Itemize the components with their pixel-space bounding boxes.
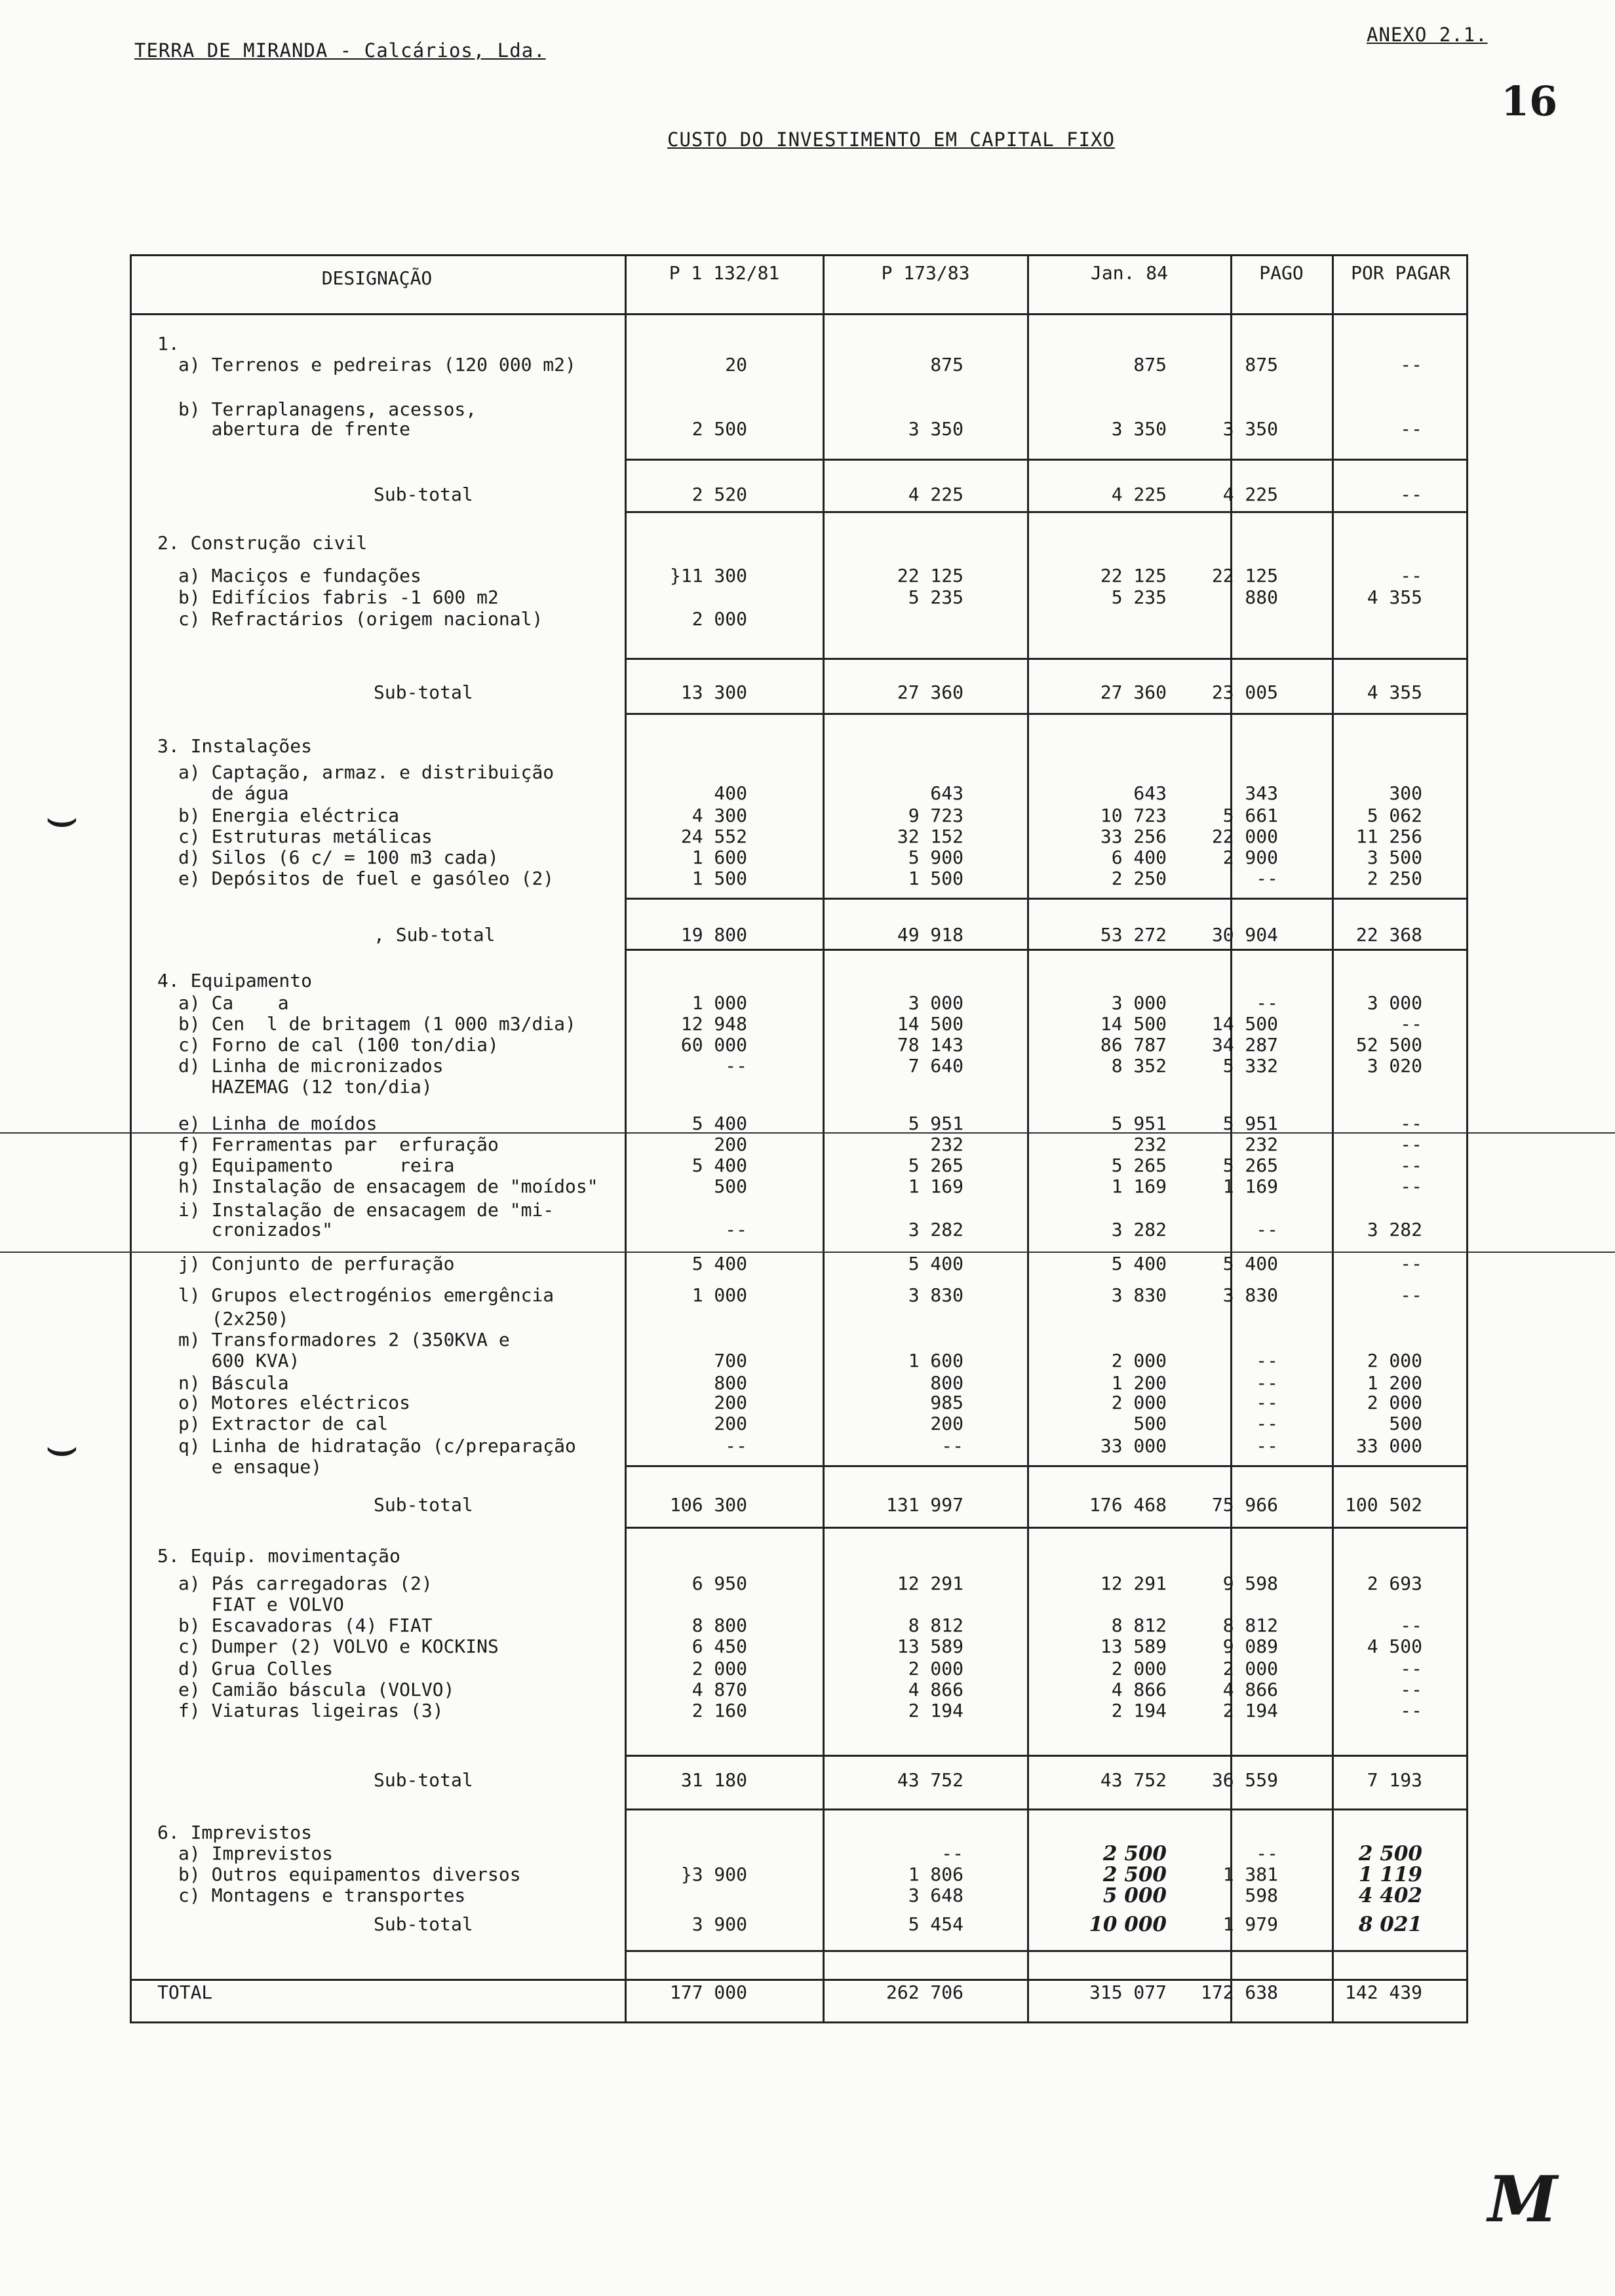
table-cell: 2 194	[908, 1700, 963, 1721]
table-cell: --	[1400, 565, 1422, 586]
table-cell: 1 600	[908, 1350, 963, 1371]
row-label: a) Imprevistos	[178, 1843, 334, 1864]
table-cell: 2 000	[1367, 1392, 1422, 1413]
table-cell: 1 119	[1358, 1863, 1422, 1886]
row-divider	[625, 1527, 1468, 1529]
table-cell: 4 402	[1358, 1884, 1422, 1907]
row-label: m) Transformadores 2 (350KVA e	[178, 1329, 510, 1350]
document-title: CUSTO DO INVESTIMENTO EM CAPITAL FIXO	[667, 128, 1116, 151]
row-label: 6. Imprevistos	[157, 1822, 313, 1843]
table-cell: --	[1256, 1435, 1278, 1457]
table-cell: 4 225	[1111, 484, 1167, 505]
table-cell: 36 559	[1211, 1769, 1278, 1791]
table-cell: 232	[1245, 1134, 1278, 1155]
table-cell: 43 752	[1100, 1769, 1167, 1791]
subtotal-label: Sub-total	[374, 1769, 473, 1791]
table-cell: 9 723	[908, 805, 963, 826]
table-cell: 700	[714, 1350, 747, 1371]
table-cell: 5 400	[1111, 1253, 1167, 1274]
table-cell: --	[1400, 1253, 1422, 1274]
table-cell: --	[1400, 418, 1422, 440]
table-cell: 500	[714, 1176, 747, 1197]
table-cell: 6 400	[1111, 847, 1167, 868]
table-cell: 22 000	[1211, 826, 1278, 847]
table-cell: 27 360	[897, 681, 963, 703]
table-cell: 5 400	[908, 1253, 963, 1274]
table-cell: 43 752	[897, 1769, 963, 1791]
table-cell: 7 640	[908, 1055, 963, 1077]
table-cell: 14 500	[1211, 1013, 1278, 1035]
table-cell: 14 500	[897, 1013, 963, 1035]
row-label: e) Depósitos de fuel e gasóleo (2)	[178, 868, 555, 889]
row-label: 5. Equip. movimentação	[157, 1545, 400, 1567]
table-cell: 177 000	[669, 1981, 747, 2003]
subtotal-label: Sub-total	[374, 681, 473, 703]
row-label: b) Terraplanagens, acessos,	[178, 398, 477, 420]
table-cell: 2 500	[1358, 1842, 1422, 1866]
row-divider	[625, 1950, 1468, 1952]
col-header-pago: PAGO	[1259, 262, 1304, 284]
table-cell: 500	[1389, 1413, 1422, 1434]
table-cell: 2 500	[691, 418, 747, 440]
table-cell: 3 282	[1367, 1219, 1422, 1240]
row-label: b) Edifícios fabris -1 600 m2	[178, 586, 499, 608]
table-cell: 52 500	[1355, 1034, 1422, 1056]
table-cell: 5 400	[691, 1155, 747, 1176]
table-cell: 300	[1389, 782, 1422, 804]
table-cell: 1 500	[908, 868, 963, 889]
row-label: e) Linha de moídos	[178, 1113, 378, 1134]
table-cell: 2 500	[1102, 1863, 1167, 1886]
row-label: q) Linha de hidratação (c/preparação	[178, 1435, 576, 1457]
table-cell: --	[1256, 992, 1278, 1014]
table-cell: 4 870	[691, 1679, 747, 1700]
row-label: 1.	[157, 333, 180, 354]
row-label: j) Conjunto de perfuração	[178, 1253, 455, 1274]
table-cell: --	[1400, 1284, 1422, 1306]
table-cell: --	[1400, 354, 1422, 375]
table-cell: 880	[1245, 586, 1278, 608]
table-cell: 2 000	[1111, 1392, 1167, 1413]
annex-label: ANEXO 2.1.	[1367, 24, 1488, 46]
table-cell: 13 300	[680, 681, 747, 703]
table-cell: 5 400	[691, 1253, 747, 1274]
row-label: d) Linha de micronizados	[178, 1055, 444, 1077]
table-cell: 22 125	[1211, 565, 1278, 586]
table-cell: 23 005	[1211, 681, 1278, 703]
row-label: d) Silos (6 c/ = 100 m3 cada)	[178, 847, 499, 868]
subtotal-label: Sub-total	[374, 1494, 473, 1516]
table-cell: 200	[714, 1413, 747, 1434]
table-cell: }3 900	[680, 1864, 747, 1885]
col-header-por-pagar: POR PAGAR	[1351, 262, 1450, 284]
row-divider	[625, 949, 1468, 951]
table-cell: 106 300	[669, 1494, 747, 1516]
row-label: p) Extractor de cal	[178, 1413, 389, 1434]
table-cell: 1 979	[1222, 1913, 1278, 1935]
table-cell: --	[725, 1219, 747, 1240]
table-cell: 33 000	[1100, 1435, 1167, 1457]
table-cell: 1 500	[691, 868, 747, 889]
table-cell: 5 951	[1222, 1113, 1278, 1134]
table-cell: 5 235	[1111, 586, 1167, 608]
table-cell: 6 450	[691, 1636, 747, 1657]
row-label: c) Estruturas metálicas	[178, 826, 433, 847]
row-label: o) Motores eléctricos	[178, 1392, 411, 1413]
table-cell: 13 589	[897, 1636, 963, 1657]
table-cell: 5 332	[1222, 1055, 1278, 1077]
table-cell: 19 800	[680, 924, 747, 946]
table-cell: 985	[930, 1392, 963, 1413]
table-cell: 3 350	[908, 418, 963, 440]
table-cell: 20	[725, 354, 747, 375]
row-label: i) Instalação de ensacagem de "mi-	[178, 1199, 555, 1221]
table-cell: 5 900	[908, 847, 963, 868]
table-cell: 4 355	[1367, 586, 1422, 608]
table-cell: --	[1400, 1013, 1422, 1035]
table-cell: 4 866	[1222, 1679, 1278, 1700]
table-cell: 3 282	[908, 1219, 963, 1240]
table-cell: 53 272	[1100, 924, 1167, 946]
row-label: 600 KVA)	[178, 1350, 300, 1371]
table-cell: 5 062	[1367, 805, 1422, 826]
subtotal-label: , Sub-total	[374, 924, 496, 946]
col-header-p1: P 1 132/81	[669, 262, 780, 284]
row-label: c) Dumper (2) VOLVO e KOCKINS	[178, 1636, 499, 1657]
table-cell: 2 900	[1222, 847, 1278, 868]
table-cell: 2 693	[1367, 1573, 1422, 1594]
row-label: FIAT e VOLVO	[178, 1594, 344, 1615]
table-cell: 1 000	[691, 992, 747, 1014]
table-cell: 3 830	[1222, 1284, 1278, 1306]
table-cell: 5 235	[908, 586, 963, 608]
row-label: a) Maciços e fundações	[178, 565, 421, 586]
table-cell: 12 291	[897, 1573, 963, 1594]
row-label: cronizados"	[178, 1219, 334, 1240]
table-cell: 4 866	[1111, 1679, 1167, 1700]
table-cell: 14 500	[1100, 1013, 1167, 1035]
table-cell: 8 021	[1358, 1913, 1422, 1936]
table-cell: 22 125	[897, 565, 963, 586]
table-cell: --	[1256, 1219, 1278, 1240]
subtotal-label: Sub-total	[374, 1913, 473, 1935]
table-cell: 3 000	[908, 992, 963, 1014]
col-header-p2: P 173/83	[881, 262, 970, 284]
table-cell: 2 000	[1111, 1658, 1167, 1679]
table-cell: --	[1400, 1113, 1422, 1134]
row-label: b) Cen l de britagem (1 000 m3/dia)	[178, 1013, 576, 1035]
table-cell: 1 806	[908, 1864, 963, 1885]
table-cell: --	[941, 1843, 963, 1864]
row-label: (2x250)	[178, 1308, 289, 1330]
row-label: l) Grupos electrogénios emergência	[178, 1284, 555, 1306]
table-cell: --	[1400, 1155, 1422, 1176]
table-cell: 11 256	[1355, 826, 1422, 847]
table-cell: 2 194	[1111, 1700, 1167, 1721]
table-cell: 9 089	[1222, 1636, 1278, 1657]
table-cell: 2 194	[1222, 1700, 1278, 1721]
table-cell: 3 282	[1111, 1219, 1167, 1240]
table-cell: 1 600	[691, 847, 747, 868]
table-cell: 24 552	[680, 826, 747, 847]
table-cell: 30 904	[1211, 924, 1278, 946]
company-name: TERRA DE MIRANDA - Calcários, Lda.	[134, 39, 546, 62]
table-cell: 12 291	[1100, 1573, 1167, 1594]
table-cell: 131 997	[885, 1494, 963, 1516]
margin-mark: ⌣	[45, 786, 79, 847]
table-cell: --	[1400, 1658, 1422, 1679]
table-cell: 5 661	[1222, 805, 1278, 826]
table-cell: 400	[714, 782, 747, 804]
table-cell: 27 360	[1100, 681, 1167, 703]
table-cell: 12 948	[680, 1013, 747, 1035]
table-cell: 142 439	[1344, 1981, 1422, 2003]
row-label: a) Ca a	[178, 992, 289, 1014]
row-divider	[625, 713, 1468, 715]
table-cell: --	[1256, 1413, 1278, 1434]
table-cell: 5 400	[691, 1113, 747, 1134]
row-label: 2. Construção civil	[157, 532, 368, 554]
table-cell: 643	[930, 782, 963, 804]
table-cell: 6 950	[691, 1573, 747, 1594]
table-cell: 1 169	[1222, 1176, 1278, 1197]
table-cell: 78 143	[897, 1034, 963, 1056]
table-cell: --	[1400, 1615, 1422, 1636]
row-label: c) Forno de cal (100 ton/dia)	[178, 1034, 499, 1056]
table-cell: 8 800	[691, 1615, 747, 1636]
table-cell: --	[1256, 1392, 1278, 1413]
table-cell: 5 951	[1111, 1113, 1167, 1134]
table-cell: 10 723	[1100, 805, 1167, 826]
table-cell: 1 200	[1367, 1372, 1422, 1394]
table-cell: --	[1256, 1843, 1278, 1864]
subtotal-label: Sub-total	[374, 484, 473, 505]
row-divider	[625, 1808, 1468, 1810]
col-divider	[823, 254, 825, 2023]
table-cell: 2 500	[1102, 1842, 1167, 1866]
row-label: f) Viaturas ligeiras (3)	[178, 1700, 444, 1721]
table-cell: 31 180	[680, 1769, 747, 1791]
table-cell: 3 020	[1367, 1055, 1422, 1077]
row-divider	[625, 898, 1468, 900]
row-divider	[625, 1755, 1468, 1757]
table-cell: --	[1400, 1176, 1422, 1197]
table-cell: 5 454	[908, 1913, 963, 1935]
table-cell: 2 000	[691, 1658, 747, 1679]
table-cell: 5 400	[1222, 1253, 1278, 1274]
table-cell: 643	[1133, 782, 1167, 804]
table-cell: 3 000	[1111, 992, 1167, 1014]
table-cell: 4 866	[908, 1679, 963, 1700]
table-cell: 2 000	[1222, 1658, 1278, 1679]
table-cell: 5 265	[1111, 1155, 1167, 1176]
table-cell: 33 256	[1100, 826, 1167, 847]
table-cell: 200	[714, 1392, 747, 1413]
table-cell: 875	[1133, 354, 1167, 375]
row-label: 4. Equipamento	[157, 970, 313, 991]
table-cell: 8 812	[1222, 1615, 1278, 1636]
row-divider	[625, 1465, 1468, 1467]
table-cell: --	[725, 1435, 747, 1457]
table-cell: 5 265	[1222, 1155, 1278, 1176]
row-divider	[625, 658, 1468, 660]
table-cell: 4 225	[1222, 484, 1278, 505]
signature: M	[1488, 2162, 1558, 2236]
table-cell: 5 265	[908, 1155, 963, 1176]
col-divider	[1230, 254, 1232, 2023]
table-cell: 100 502	[1344, 1494, 1422, 1516]
table-cell: 315 077	[1089, 1981, 1167, 2003]
table-cell: 1 169	[1111, 1176, 1167, 1197]
row-label: 3. Instalações	[157, 735, 313, 757]
table-cell: 75 966	[1211, 1494, 1278, 1516]
table-cell: 3 830	[1111, 1284, 1167, 1306]
table-cell: --	[1256, 1372, 1278, 1394]
table-cell: 3 648	[908, 1885, 963, 1906]
col-divider	[1332, 254, 1334, 2023]
table-cell: 22 368	[1355, 924, 1422, 946]
table-cell: 5 000	[1102, 1884, 1167, 1907]
table-cell: 2 000	[1367, 1350, 1422, 1371]
row-label: a) Captação, armaz. e distribuição	[178, 761, 555, 783]
table-cell: 800	[930, 1372, 963, 1394]
table-cell: 4 500	[1367, 1636, 1422, 1657]
table-cell: 2 160	[691, 1700, 747, 1721]
table-cell: --	[1400, 484, 1422, 505]
row-label: g) Equipamento reira	[178, 1155, 455, 1176]
row-label: c) Refractários (origem nacional)	[178, 608, 543, 630]
row-label: c) Montagens e transportes	[178, 1885, 466, 1906]
table-cell: 5 951	[908, 1113, 963, 1134]
row-label: a) Pás carregadoras (2)	[178, 1573, 433, 1594]
table-cell: 2 000	[908, 1658, 963, 1679]
table-cell: 176 468	[1089, 1494, 1167, 1516]
col-header-jan84: Jan. 84	[1090, 262, 1168, 284]
table-cell: --	[1256, 868, 1278, 889]
table-cell: 3 830	[908, 1284, 963, 1306]
table-cell: 800	[714, 1372, 747, 1394]
table-cell: --	[725, 1055, 747, 1077]
table-cell: 33 000	[1355, 1435, 1422, 1457]
table-cell: 232	[930, 1134, 963, 1155]
table-cell: 22 125	[1100, 565, 1167, 586]
table-cell: 172 638	[1200, 1981, 1278, 2003]
table-cell: 4 300	[691, 805, 747, 826]
table-cell: 49 918	[897, 924, 963, 946]
table-cell: 10 000	[1089, 1913, 1167, 1936]
row-label: n) Báscula	[178, 1372, 289, 1394]
col-divider	[625, 254, 627, 2023]
table-cell: 2 000	[691, 608, 747, 630]
table-cell: 3 350	[1222, 418, 1278, 440]
table-cell: 232	[1133, 1134, 1167, 1155]
table-cell: 1 381	[1222, 1864, 1278, 1885]
table-cell: 3 500	[1367, 847, 1422, 868]
table-cell: 875	[930, 354, 963, 375]
table-cell: 2 520	[691, 484, 747, 505]
row-divider	[625, 459, 1468, 461]
table-cell: 8 812	[1111, 1615, 1167, 1636]
table-cell: 60 000	[680, 1034, 747, 1056]
table-cell: 3 000	[1367, 992, 1422, 1014]
table-cell: --	[941, 1435, 963, 1457]
table-cell: --	[1400, 1700, 1422, 1721]
table-cell: 13 589	[1100, 1636, 1167, 1657]
table-cell: 2 000	[1111, 1350, 1167, 1371]
table-cell: --	[1256, 1350, 1278, 1371]
table-cell: 9 598	[1222, 1573, 1278, 1594]
row-label: abertura de frente	[178, 418, 411, 440]
table-cell: 598	[1245, 1885, 1278, 1906]
table-cell: 262 706	[885, 1981, 963, 2003]
table-cell: 200	[714, 1134, 747, 1155]
row-label: HAZEMAG (12 ton/dia)	[178, 1076, 433, 1098]
table-cell: --	[1400, 1679, 1422, 1700]
row-label: a) Terrenos e pedreiras (120 000 m2)	[178, 354, 576, 375]
total-label: TOTAL	[157, 1981, 213, 2003]
row-divider	[130, 1979, 1468, 1981]
table-cell: 34 287	[1211, 1034, 1278, 1056]
table-cell: 8 812	[908, 1615, 963, 1636]
table-cell: 8 352	[1111, 1055, 1167, 1077]
table-cell: 7 193	[1367, 1769, 1422, 1791]
row-label: b) Outros equipamentos diversos	[178, 1864, 521, 1885]
row-label: d) Grua Colles	[178, 1658, 334, 1679]
row-divider	[130, 313, 1468, 315]
table-cell: 200	[930, 1413, 963, 1434]
table-cell: 2 250	[1367, 868, 1422, 889]
table-cell: 343	[1245, 782, 1278, 804]
row-label: b) Escavadoras (4) FIAT	[178, 1615, 433, 1636]
table-cell: 2 250	[1111, 868, 1167, 889]
row-label: e ensaque)	[178, 1456, 322, 1478]
table-cell: --	[1400, 1134, 1422, 1155]
col-divider	[1027, 254, 1029, 2023]
table-cell: 86 787	[1100, 1034, 1167, 1056]
table-cell: 875	[1245, 354, 1278, 375]
table-cell: 1 000	[691, 1284, 747, 1306]
row-label: h) Instalação de ensacagem de "moídos"	[178, 1176, 598, 1197]
row-label: de água	[178, 782, 289, 804]
row-divider	[625, 511, 1468, 513]
margin-mark: ⌣	[45, 1415, 79, 1476]
table-cell: 3 900	[691, 1913, 747, 1935]
table-cell: 1 169	[908, 1176, 963, 1197]
col-header-designacao: DESIGNAÇÃO	[321, 267, 433, 289]
table-cell: 32 152	[897, 826, 963, 847]
table-cell: 3 350	[1111, 418, 1167, 440]
row-label: b) Energia eléctrica	[178, 805, 400, 826]
row-label: f) Ferramentas par erfuração	[178, 1134, 499, 1155]
table-cell: 500	[1133, 1413, 1167, 1434]
page-number: 16	[1501, 77, 1558, 125]
table-cell: }11 300	[669, 565, 747, 586]
table-cell: 1 200	[1111, 1372, 1167, 1394]
row-label: e) Camião báscula (VOLVO)	[178, 1679, 455, 1700]
table-cell: 4 225	[908, 484, 963, 505]
table-cell: 4 355	[1367, 681, 1422, 703]
